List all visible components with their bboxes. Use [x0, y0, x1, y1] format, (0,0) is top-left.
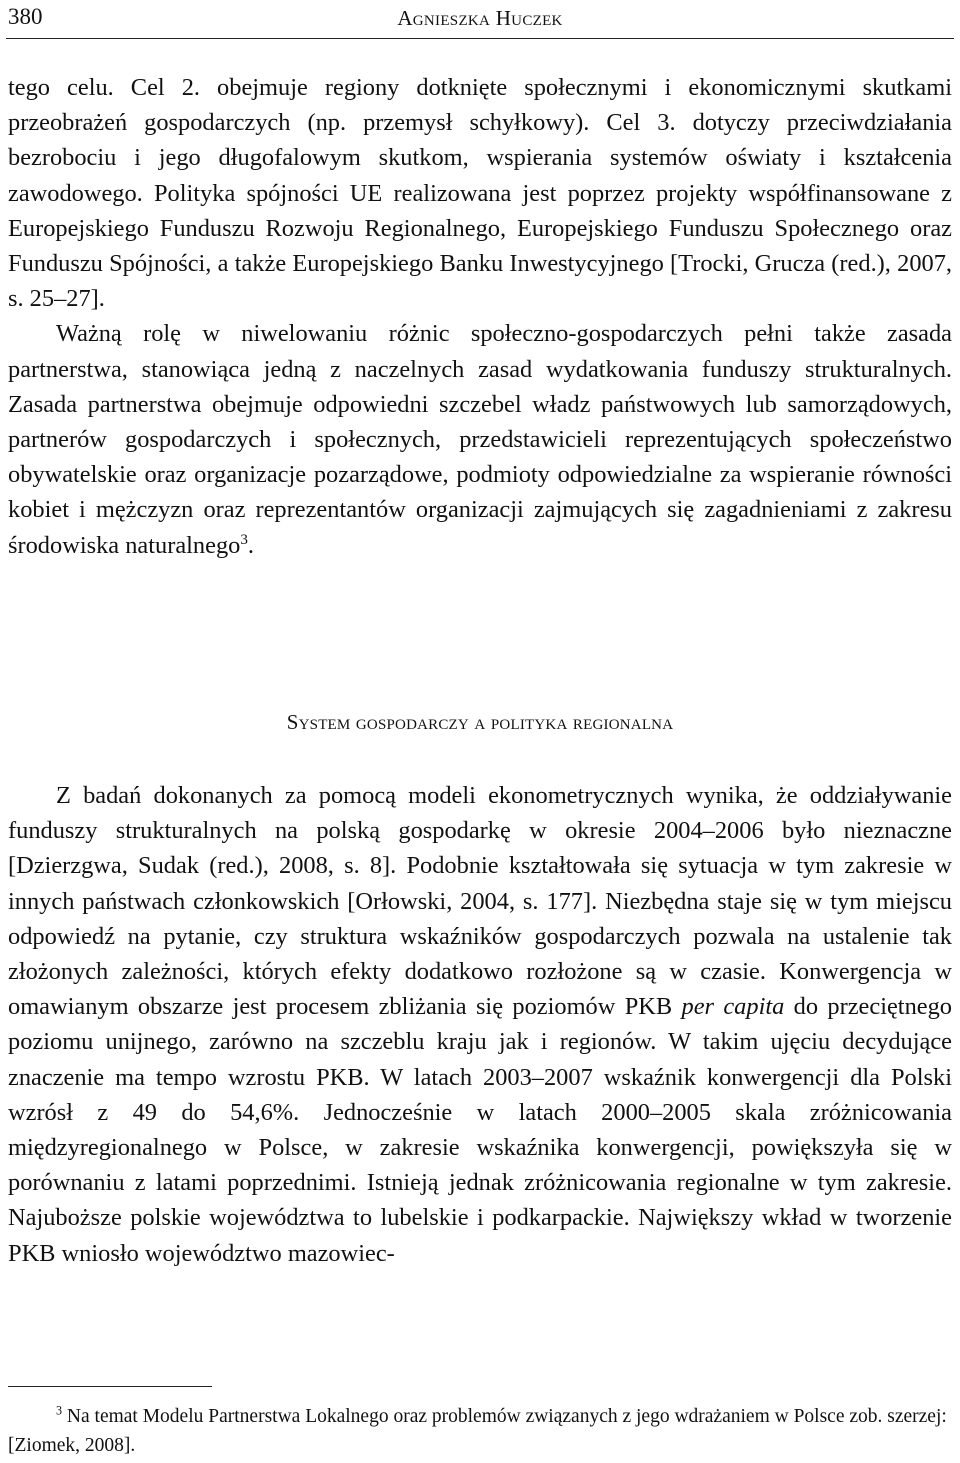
section-2-text	[8, 778, 952, 1271]
page-header	[6, 0, 954, 39]
italic-term: per capita	[681, 993, 785, 1021]
footnote-separator	[8, 1386, 212, 1387]
paragraph-2-end: .	[247, 531, 255, 559]
paragraph-3	[8, 778, 952, 1271]
page-number: 380	[8, 4, 43, 29]
section-1-text	[8, 70, 952, 563]
section-heading: System gospodarczy a polityka regionalna	[286, 710, 674, 734]
paragraph-3-start: Z badań dokonanych za pomocą modeli ekonometrycznych wynika, że oddziaływanie funduszy strukturalnych na polską gospodarkę w okresie 2004–2006 było nieznaczne [Dzierzgwa, Sudak (red.), 2008, s. 8]. Podobnie kształtowała się sytuacja w tym zakresie w innych państwach członkowskich [Orłowski, 2004, s. 177]. Niezbędna staje się w tym miejscu odpowiedź na pytanie, czy struktura wskaźników gospodarczych pozwala na ustalenie tak złożonych zależności, których efekty dodatkowo rozłożone są w czasie. Konwergencja w omawianym obszarze jest procesem zbliżania się poziomów PKB	[8, 782, 952, 1021]
paragraph-3-end: do przeciętnego poziomu unijnego, zarówno na szczeblu kraju jak i regionów. W takim ujęciu decydujące znaczenie ma tempo wzrostu PKB. W latach 2003–2007 wskaźnik konwergencji dla Polski wzrósł z 49 do 54,6%. Jednocześnie w latach 2000–2005 skala zróżnicowania międzyregionalnego w Polsce, w zakresie wskaźnika konwergencji, powiększyła się w porównaniu z latami poprzednimi. Istnieją jednak zróżnicowania regionalne w tym zakresie. Najuboższe polskie województwa to lubelskie i podkarpackie. Największy wkład w tworzenie PKB wniosło województwo mazowiec-	[8, 993, 952, 1267]
footnote-reference[interactable]: 3	[240, 531, 248, 548]
running-head-author: Agnieszka Huczek	[397, 6, 563, 30]
footnote-text: Na temat Modelu Partnerstwa Lokalnego oraz problemów związanych z jego wdrażaniem w Polsce zob. szerzej: [Ziomek, 2008].	[8, 1406, 947, 1456]
footnote-marker: 3	[56, 1403, 63, 1418]
paragraph-2	[8, 316, 952, 562]
paragraph-2-text: Ważną rolę w niwelowaniu różnic społeczno-gospodarczych pełni także zasada partnerstwa, stanowiąca jedną z naczelnych zasad wydatkowania funduszy strukturalnych. Zasada partnerstwa obejmuje odpowiedni szczebel władz państwowych lub samorządowych, partnerów gospodarczych i społecznych, przedstawicieli reprezentujących społeczeństwo obywatelskie oraz organizacje pozarządowe, podmioty odpowiedzialne za wspieranie równości kobiet i mężczyzn oraz reprezentantów organizacji zajmujących się zagadnieniami z zakresu środowiska naturalnego	[8, 320, 952, 559]
paragraph-1: tego celu. Cel 2. obejmuje regiony dotknięte społecznymi i ekonomicznymi skutkami przeobrażeń gospodarczych (np. przemysł schyłkowy). Cel 3. dotyczy przeciwdziałania bezrobociu i jego długofalowym skutkom, wspierania systemów oświaty i kształcenia zawodowego. Polityka spójności UE realizowana jest poprzez projekty współfinansowane z Europejskiego Funduszu Rozwoju Regionalnego, Europejskiego Funduszu Społecznego oraz Funduszu Spójności, a także Europejskiego Banku Inwestycyjnego [Trocki, Grucza (red.), 2007, s. 25–27].	[8, 74, 952, 313]
footnote	[8, 1402, 952, 1460]
